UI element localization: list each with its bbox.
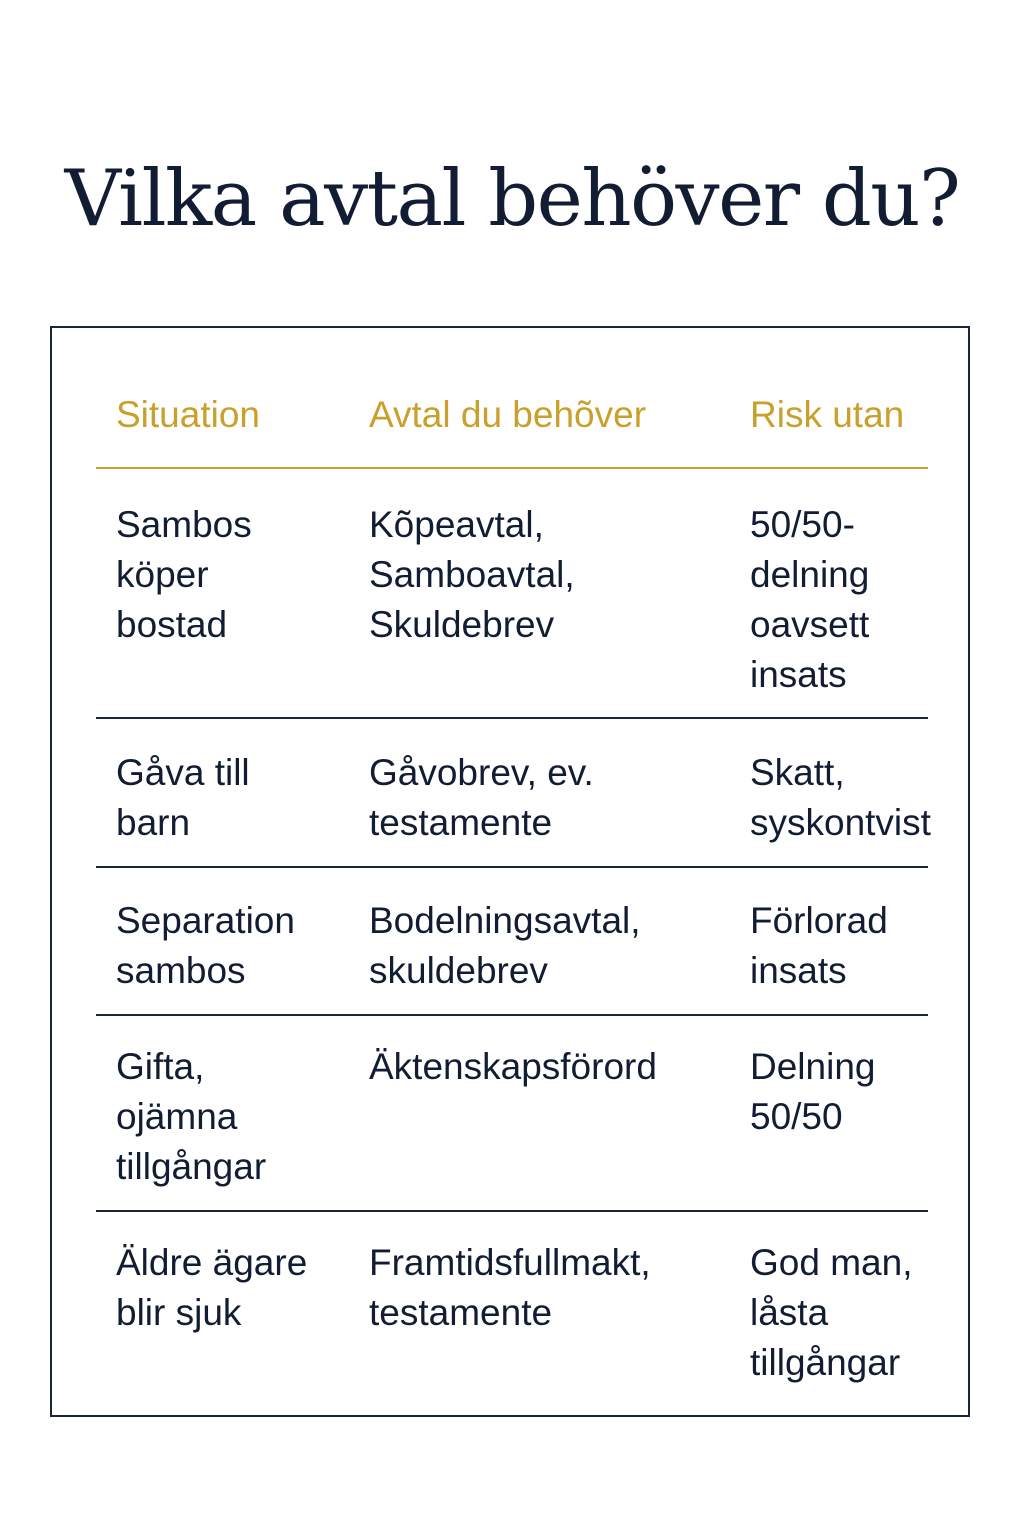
row-divider xyxy=(96,866,928,868)
row-2-situation: Gåva till barn xyxy=(116,752,250,843)
row-2-risk: Skatt, syskontvist xyxy=(750,752,931,843)
row-5-avtal: Framtidsfullmakt, testamente xyxy=(369,1242,651,1333)
row-divider xyxy=(96,1014,928,1016)
row-1-avtal: Kõpeavtal, Samboavtal, Skuldebrev xyxy=(369,504,575,645)
row-divider xyxy=(96,717,928,719)
row-4-situation: Gifta, ojämna tillgångar xyxy=(116,1046,267,1187)
row-4-avtal: Äktenskapsförord xyxy=(369,1046,657,1087)
header-avtal: Avtal du behõver xyxy=(369,394,647,435)
row-1-risk: 50/50- delning oavsett insats xyxy=(750,504,870,695)
row-1-situation: Sambos köper bostad xyxy=(116,504,252,645)
row-3-situation: Separation sambos xyxy=(116,900,295,991)
header-risk: Risk utan xyxy=(750,394,905,435)
header-situation: Situation xyxy=(116,394,260,435)
page-title: Vilka avtal behöver du? xyxy=(64,154,960,244)
row-3-risk: Förlorad insats xyxy=(750,900,888,991)
row-3-avtal: Bodelningsavtal, skuldebrev xyxy=(369,900,641,991)
row-4-risk: Delning 50/50 xyxy=(750,1046,876,1137)
header-divider xyxy=(96,467,928,469)
row-divider xyxy=(96,1210,928,1212)
row-5-risk: God man, låsta tillgångar xyxy=(750,1242,913,1383)
row-5-situation: Äldre ägare blir sjuk xyxy=(116,1242,308,1333)
row-2-avtal: Gåvobrev, ev. testamente xyxy=(369,752,594,843)
